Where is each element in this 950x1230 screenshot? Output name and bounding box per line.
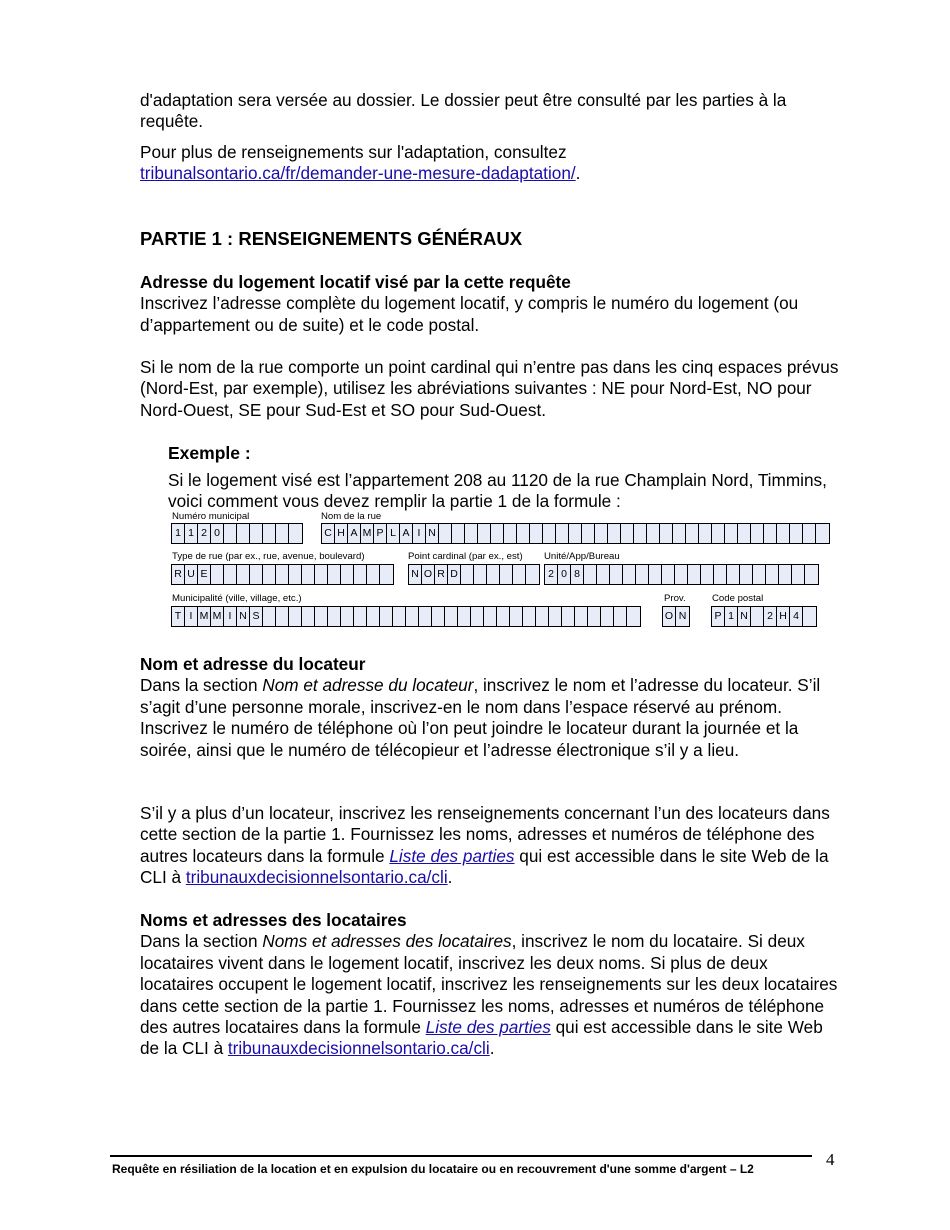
street-type-char-box — [276, 565, 289, 584]
unit-char-box — [662, 565, 675, 584]
unit-char-box — [753, 565, 766, 584]
postal-code-char-box: H — [777, 607, 790, 626]
unit-char-box — [766, 565, 779, 584]
tenants-text-c: qui est accessible dans le site Web de la CLI à — [140, 1017, 823, 1059]
street-name-char-box — [556, 524, 569, 543]
postal-code-char-box — [803, 607, 816, 626]
municipality-char-box — [614, 607, 627, 626]
street-name-char-box — [465, 524, 478, 543]
street-type-char-box — [341, 565, 354, 584]
landlord-p2-text-b: qui est accessible dans le site Web de la CLI à — [140, 845, 829, 888]
unit-char-box — [740, 565, 753, 584]
unit-char-box — [584, 565, 597, 584]
tenants-heading: Noms et adresses des locataires — [140, 910, 407, 930]
street-name-char-box — [517, 524, 530, 543]
street-number-char-box: 0 — [211, 524, 224, 543]
municipality-char-box — [289, 607, 302, 626]
municipality-char-box: I — [224, 607, 237, 626]
unit-char-box — [805, 565, 818, 584]
municipality-char-box — [341, 607, 354, 626]
street-name-char-box — [777, 524, 790, 543]
municipality-char-box — [432, 607, 445, 626]
street-type-char-box — [315, 565, 328, 584]
street-number-char-box — [263, 524, 276, 543]
municipality-char-box — [354, 607, 367, 626]
street-type-char-box: U — [185, 565, 198, 584]
street-type-char-box — [263, 565, 276, 584]
tenants-list-of-parties-link[interactable] — [426, 1017, 551, 1037]
municipality-char-box — [458, 607, 471, 626]
municipality-char-box — [315, 607, 328, 626]
accommodation-link[interactable]: tribunalsontario.ca/fr/demander-une-mesure-dadaptation/ — [140, 163, 576, 184]
street-name-char-box — [686, 524, 699, 543]
landlord-p2-text-c: . — [447, 867, 453, 888]
municipality-char-box — [263, 607, 276, 626]
municipality-char-box — [276, 607, 289, 626]
postal-code-char-box — [751, 607, 764, 626]
accommodation-link-suffix: . — [575, 163, 581, 184]
street-name-char-box — [738, 524, 751, 543]
tenants-list-of-parties-link-text: Liste des parties — [425, 1017, 551, 1038]
municipality-boxes — [171, 606, 641, 627]
unit-char-box — [597, 565, 610, 584]
tenants-ltb-website-link[interactable]: tribunauxdecisionnelsontario.ca/cli — [227, 1038, 490, 1059]
street-name-char-box: H — [335, 524, 348, 543]
address-paragraph-1: Inscrivez l’adresse complète du logement locatif, y compris le numéro du logement (ou d’appartement ou de suite) et le code postal. — [140, 293, 799, 335]
street-name-char-box — [478, 524, 491, 543]
direction-char-box: D — [448, 565, 461, 584]
street-name-char-box: C — [322, 524, 335, 543]
address-heading: Adresse du logement locatif visé par la cette requête — [140, 272, 571, 292]
unit-char-box — [688, 565, 701, 584]
unit-char-box: 2 — [545, 565, 558, 584]
street-type-char-box — [250, 565, 263, 584]
footer-form-title: Requête en résiliation de la location et en expulsion du locataire ou en recouvrement d'une somme d'argent – L2 — [112, 1162, 754, 1176]
street-type-char-box — [289, 565, 302, 584]
municipality-char-box — [328, 607, 341, 626]
direction-char-box — [500, 565, 513, 584]
municipality-char-box: T — [172, 607, 185, 626]
unit-char-box: 8 — [571, 565, 584, 584]
part1-title: PARTIE 1 : RENSEIGNEMENTS GÉNÉRAUX — [140, 228, 523, 249]
street-type-char-box — [354, 565, 367, 584]
street-name-char-box — [530, 524, 543, 543]
direction-char-box — [474, 565, 487, 584]
street-number-char-box — [289, 524, 302, 543]
street-name-char-box — [751, 524, 764, 543]
address-paragraph-2: Si le nom de la rue comporte un point cardinal qui n’entre pas dans les cinq espaces prévus (Nord-Est, par exemple), utilisez les abréviations suivantes : NE pour Nord-Est, NO pour Nord-Ouest, SE pour Sud-Est et SO pour Sud-Ouest. — [140, 357, 839, 420]
street-type-char-box — [211, 565, 224, 584]
municipality-char-box: N — [237, 607, 250, 626]
street-name-char-box — [621, 524, 634, 543]
street-name-char-box — [582, 524, 595, 543]
landlord-paragraph-2 — [140, 803, 840, 889]
street-name-char-box — [660, 524, 673, 543]
municipality-char-box: M — [211, 607, 224, 626]
direction-char-box — [461, 565, 474, 584]
unit-char-box — [714, 565, 727, 584]
unit-boxes — [544, 564, 819, 585]
footer-divider — [110, 1155, 812, 1157]
tenants-text-a: Dans la section — [140, 931, 263, 952]
street-name-char-box — [699, 524, 712, 543]
province-boxes — [662, 606, 690, 627]
street-number-char-box: 1 — [185, 524, 198, 543]
street-number-char-box — [224, 524, 237, 543]
example-text: Si le logement visé est l’appartement 208 au 1120 de la rue Champlain Nord, Timmins, voici comment vous devez remplir la partie 1 de la formule : — [168, 470, 827, 512]
street-type-char-box — [237, 565, 250, 584]
direction-label: Point cardinal (par ex., est) — [408, 551, 523, 562]
tenants-section-name: Noms et adresses des locataires — [262, 931, 512, 952]
list-of-parties-link-text: Liste des parties — [389, 845, 515, 866]
direction-char-box: O — [422, 565, 435, 584]
unit-char-box — [727, 565, 740, 584]
municipality-char-box — [562, 607, 575, 626]
street-number-char-box — [276, 524, 289, 543]
direction-char-box — [513, 565, 526, 584]
street-number-char-box: 2 — [198, 524, 211, 543]
street-name-char-box — [803, 524, 816, 543]
street-name-char-box — [452, 524, 465, 543]
street-number-char-box — [237, 524, 250, 543]
street-number-label: Numéro municipal — [172, 511, 250, 522]
street-name-char-box: M — [361, 524, 374, 543]
street-type-char-box — [380, 565, 393, 584]
municipality-char-box — [536, 607, 549, 626]
street-name-char-box — [569, 524, 582, 543]
tenants-text-b: , inscrivez le nom du locataire. Si deux locataires vivent dans le logement locatif, inscrivez les deux noms. Si plus de deux locataires occupent le logement locatif, inscrivez les renseignements sur les deux locataires dans cette section de la partie 1. Fournissez les noms, adresses et numéros de téléphone des autres locataires dans la formule — [140, 931, 838, 1038]
street-name-char-box — [725, 524, 738, 543]
municipality-char-box — [549, 607, 562, 626]
municipality-char-box: M — [198, 607, 211, 626]
street-name-char-box — [816, 524, 829, 543]
street-name-char-box: A — [348, 524, 361, 543]
municipality-char-box — [523, 607, 536, 626]
page-number: 4 — [826, 1150, 835, 1169]
municipality-char-box — [510, 607, 523, 626]
municipality-char-box — [471, 607, 484, 626]
postal-code-label: Code postal — [712, 593, 764, 604]
unit-char-box — [610, 565, 623, 584]
municipality-label: Municipalité (ville, village, etc.) — [172, 593, 302, 604]
street-name-char-box — [673, 524, 686, 543]
landlord-text-b: , inscrivez le nom et l’adresse du locateur. S’il s’agit d’une personne morale, inscrivez-en le nom dans l’espace réservé au prénom. Inscrivez le numéro de téléphone où l’on peut joindre le locateur durant la journée et la soirée, ainsi que le numéro de télécopieur et l’adresse électronique s’il y a lieu. — [140, 675, 821, 760]
direction-char-box — [526, 565, 539, 584]
street-type-char-box: E — [198, 565, 211, 584]
tenants-section — [140, 910, 840, 1060]
street-name-char-box — [595, 524, 608, 543]
street-name-char-box — [439, 524, 452, 543]
unit-char-box — [779, 565, 792, 584]
province-label: Prov. — [664, 593, 686, 604]
municipality-char-box — [393, 607, 406, 626]
municipality-char-box: I — [185, 607, 198, 626]
province-char-box: N — [676, 607, 689, 626]
unit-char-box — [636, 565, 649, 584]
municipality-char-box — [601, 607, 614, 626]
street-name-char-box: L — [387, 524, 400, 543]
street-type-boxes — [171, 564, 394, 585]
street-number-char-box: 1 — [172, 524, 185, 543]
unit-char-box — [701, 565, 714, 584]
postal-code-char-box: 1 — [725, 607, 738, 626]
municipality-char-box — [484, 607, 497, 626]
street-type-label: Type de rue (par ex., rue, avenue, boulevard) — [172, 551, 365, 562]
postal-code-char-box: 4 — [790, 607, 803, 626]
street-number-boxes — [171, 523, 303, 544]
province-char-box: O — [663, 607, 676, 626]
street-name-char-box — [608, 524, 621, 543]
unit-label: Unité/App/Bureau — [544, 551, 620, 562]
unit-char-box — [792, 565, 805, 584]
street-name-char-box — [647, 524, 660, 543]
street-name-label: Nom de la rue — [321, 511, 382, 522]
direction-char-box: R — [435, 565, 448, 584]
landlord-heading: Nom et adresse du locateur — [140, 654, 366, 674]
postal-code-char-box: N — [738, 607, 751, 626]
street-name-char-box — [491, 524, 504, 543]
list-of-parties-link[interactable] — [389, 846, 514, 866]
street-name-char-box — [764, 524, 777, 543]
unit-char-box — [675, 565, 688, 584]
street-name-char-box: N — [426, 524, 439, 543]
street-name-char-box — [634, 524, 647, 543]
street-type-char-box — [367, 565, 380, 584]
municipality-char-box — [302, 607, 315, 626]
landlord-section-name: Nom et adresse du locateur — [262, 675, 474, 696]
landlord-text-a: Dans la section — [140, 675, 263, 696]
direction-boxes — [408, 564, 540, 585]
street-name-char-box: P — [374, 524, 387, 543]
street-name-char-box: I — [413, 524, 426, 543]
municipality-char-box — [380, 607, 393, 626]
street-type-char-box: R — [172, 565, 185, 584]
street-name-char-box — [712, 524, 725, 543]
street-type-char-box — [224, 565, 237, 584]
ltb-website-link[interactable]: tribunauxdecisionnelsontario.ca/cli — [185, 867, 448, 888]
accommodation-text: Pour plus de renseignements sur l'adaptation, consultez — [140, 142, 567, 162]
landlord-p2-text-a: S’il y a plus d’un locateur, inscrivez les renseignements concernant l’un des locateurs dans cette section de la partie 1. Fournissez les noms, adresses et numéros de téléphone des autres locateurs dans la formule — [140, 803, 830, 866]
street-type-char-box — [328, 565, 341, 584]
municipality-char-box — [419, 607, 432, 626]
address-section — [140, 272, 840, 336]
example-title: Exemple : — [168, 443, 251, 463]
landlord-section — [140, 654, 840, 761]
street-type-char-box — [302, 565, 315, 584]
street-name-char-box — [543, 524, 556, 543]
unit-char-box — [623, 565, 636, 584]
municipality-char-box — [497, 607, 510, 626]
unit-char-box — [649, 565, 662, 584]
street-number-char-box — [250, 524, 263, 543]
postal-code-char-box: P — [712, 607, 725, 626]
postal-code-boxes — [711, 606, 817, 627]
direction-char-box — [487, 565, 500, 584]
municipality-char-box — [575, 607, 588, 626]
accommodation-paragraph — [140, 142, 840, 185]
direction-char-box: N — [409, 565, 422, 584]
tenants-text-d: . — [489, 1038, 495, 1059]
municipality-char-box — [445, 607, 458, 626]
street-name-boxes — [321, 523, 830, 544]
unit-char-box: 0 — [558, 565, 571, 584]
intro-paragraph: d'adaptation sera versée au dossier. Le dossier peut être consulté par les parties à la requête. — [140, 90, 787, 132]
street-name-char-box: A — [400, 524, 413, 543]
municipality-char-box: S — [250, 607, 263, 626]
municipality-char-box — [367, 607, 380, 626]
municipality-char-box — [588, 607, 601, 626]
street-name-char-box — [790, 524, 803, 543]
postal-code-char-box: 2 — [764, 607, 777, 626]
street-name-char-box — [504, 524, 517, 543]
municipality-char-box — [627, 607, 640, 626]
municipality-char-box — [406, 607, 419, 626]
